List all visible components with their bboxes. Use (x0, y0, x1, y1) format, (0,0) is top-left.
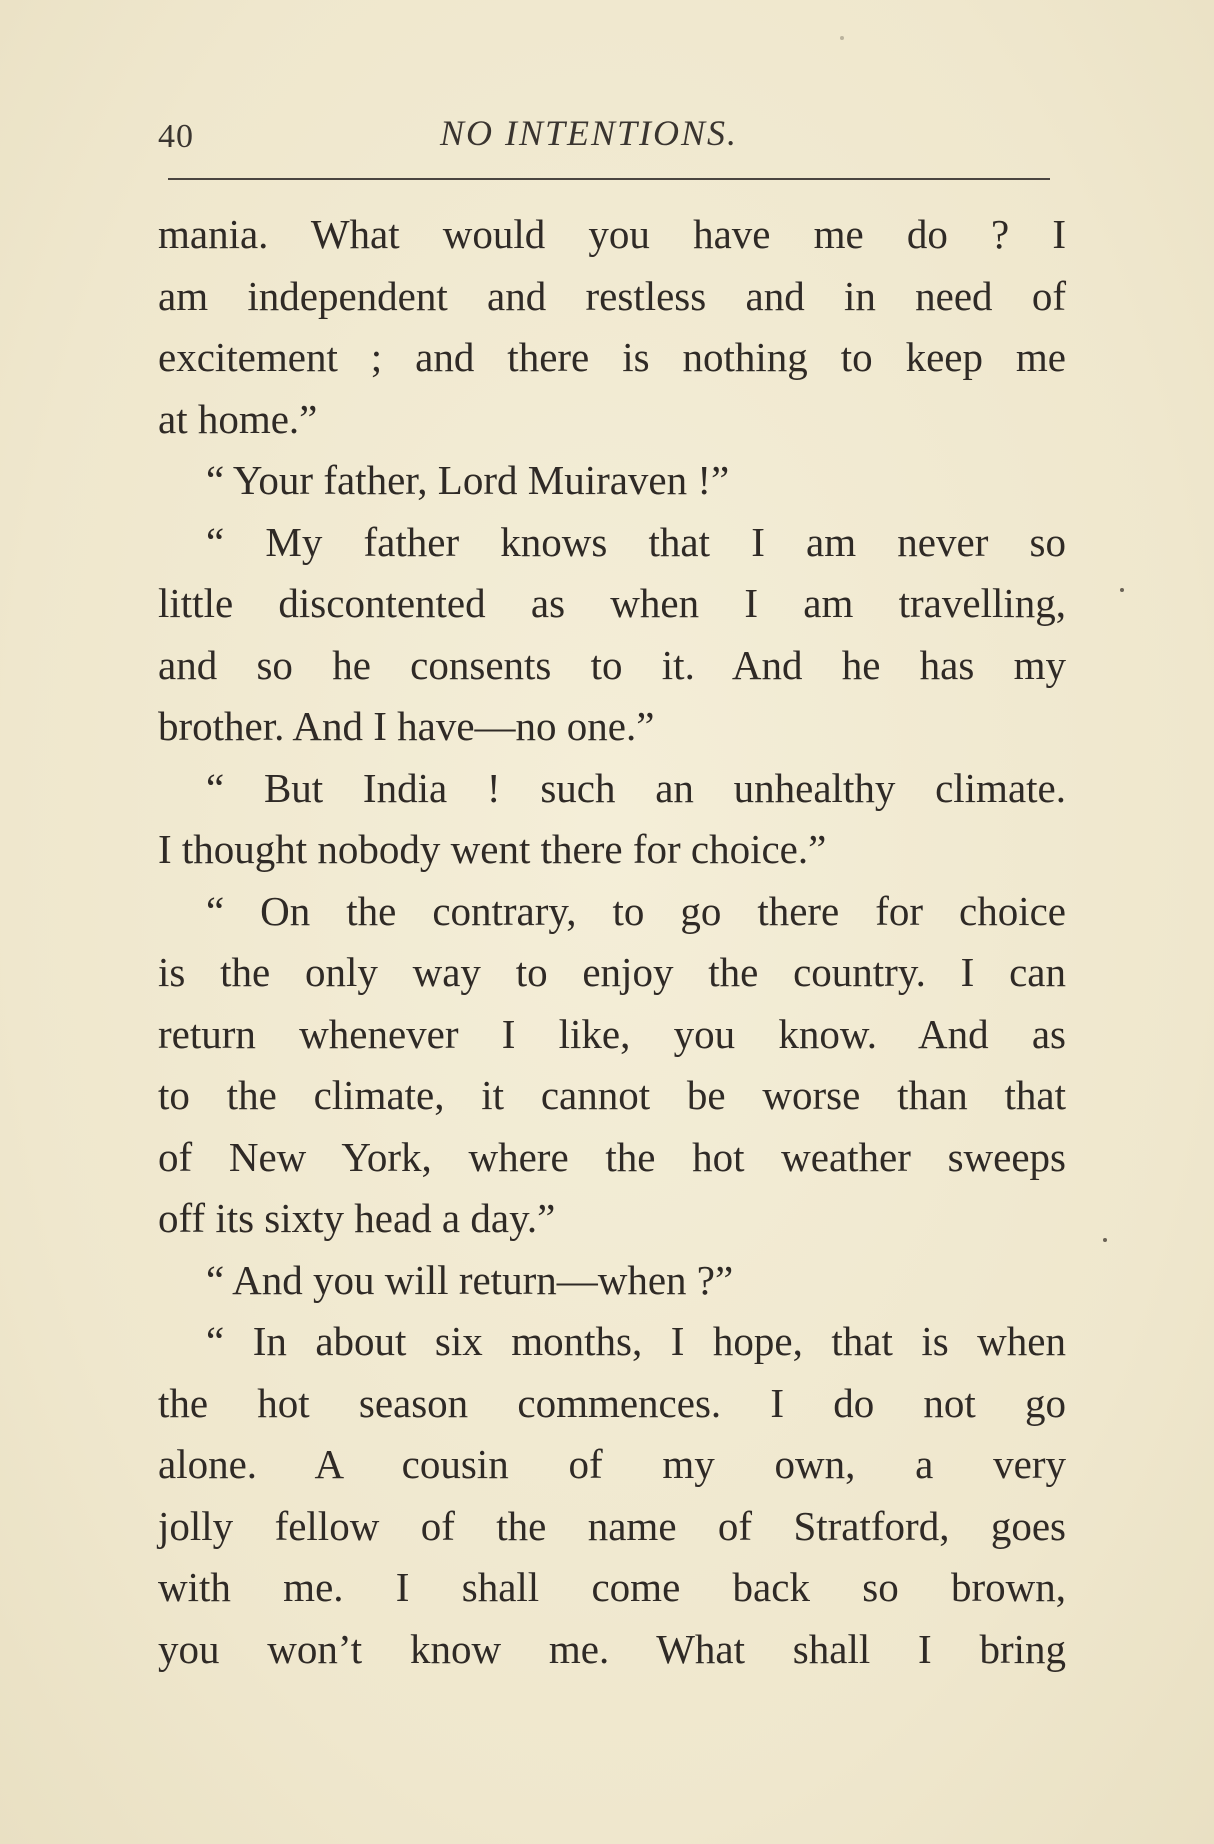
text-line: and so he consents to it. And he has my (158, 641, 1066, 688)
running-title: NO INTENTIONS. (440, 113, 739, 153)
running-head (158, 112, 1058, 162)
paper-speck (1120, 588, 1124, 592)
paper-speck (840, 36, 844, 40)
header-rule (168, 178, 1050, 180)
text-line: at home.” (158, 395, 318, 442)
text-line: brother. And I have—no one.” (158, 703, 655, 749)
text-line: with me. I shall come back so brown, (158, 1564, 1066, 1610)
text-line: off its sixty head a day.” (158, 1195, 556, 1241)
text-line: “ Your father, Lord Muiraven !” (206, 457, 730, 503)
page-number: 40 (158, 118, 194, 155)
text-line: I thought nobody went there for choice.” (158, 826, 827, 872)
text-line: alone. A cousin of my own, a very (158, 1441, 1066, 1487)
text-line: am independent and restless and in need of (158, 272, 1066, 319)
text-line: “ In about six months, I hope, that is when (206, 1318, 1066, 1364)
paper-speck (1103, 1238, 1107, 1242)
text-line: you won’t know me. What shall I bring (158, 1625, 1066, 1672)
body-text (158, 204, 1066, 1680)
text-line: the hot season commences. I do not go (158, 1379, 1066, 1426)
text-line: little discontented as when I am travelling, (158, 580, 1066, 626)
text-line: excitement ; and there is nothing to keep me (158, 334, 1066, 380)
text-line: “ And you will return—when ?” (206, 1256, 734, 1303)
text-line: return whenever I like, you know. And as (158, 1010, 1066, 1057)
text-line: to the climate, it cannot be worse than that (158, 1072, 1066, 1118)
text-line: “ My father knows that I am never so (206, 518, 1066, 565)
text-line: mania. What would you have me do ? I (158, 211, 1066, 257)
text-line: is the only way to enjoy the country. I can (158, 949, 1066, 995)
text-line: jolly fellow of the name of Stratford, goes (158, 1502, 1066, 1549)
text-line: “ On the contrary, to go there for choice (206, 887, 1066, 934)
text-line: “ But India ! such an unhealthy climate. (206, 764, 1066, 811)
text-line: of New York, where the hot weather sweeps (158, 1133, 1066, 1180)
